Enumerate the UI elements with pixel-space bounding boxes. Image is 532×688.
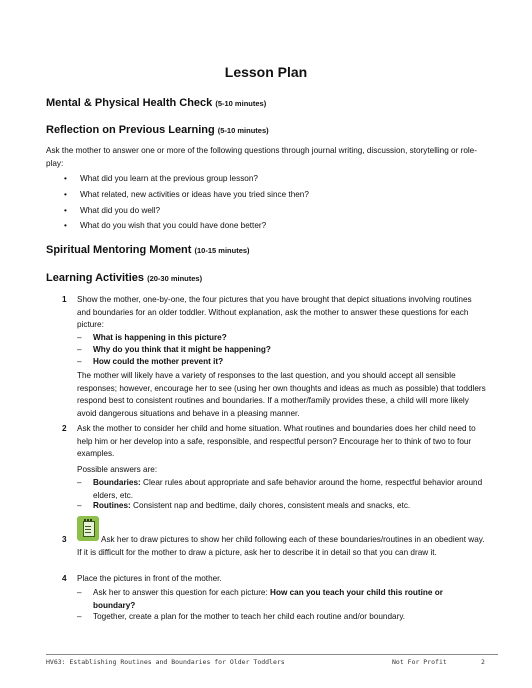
heading-reflection: [46, 124, 269, 136]
heading-duration: (20-30 minutes): [147, 274, 203, 283]
heading-activities: [46, 272, 202, 284]
heading-text: Spiritual Mentoring Moment: [46, 244, 192, 256]
document-page: Lesson Plan Mental & Physical Health Check (5-10 minutes) Reflection on Previous Learning (5-10 minutes) Ask the mother to answer one or more of the following questions through journal writing, discussion, storytelling or role-play: • What did you learn at the previous group lesson? • What related, new activities or ideas have you tried since then? • What did you do well? • What do you wish that you could have done better? Spiritual Mentoring Moment (10-15 minutes) Learning Activities (20-30 minutes) 1 Show the mother, one-by-one, the four pictures that you have brought that depict situations involving routines and boundaries for an older toddler. Without explanation, ask the mother to answer these questions for each picture: – What is happening in this picture? – Why do you think that it might be happening? – How could the mother prevent it? The mother will likely have a variety of responses to the last question, and you should accept all sensible responses; however, encourage her to see (using her own thoughts and ideas as much as possible) that toddlers respond best to consistent routines and boundaries. If a mother/family provides these, a child will more likely avoid dangerous situations and behave in a pleasing manner. 2 Ask the mother to consider her child and home situation. What routines and boundaries does her child need to help him or her develop into a safe, responsible, and respectful person? Encourage her to think of two to four examples. Possible answers are: – Boundaries: Clear rules about appropriate and safe behavior around the home, respectful behavior around elders, etc. – Routines: Consistent nap and bedtime, daily chores, consistent meals and snacks, etc. 3 Ask her to draw pictures to show her child following each of these boundaries/routines in an obedient way. If it is difficult for the mother to draw a picture, ask her to describe it in detail so that you can draw it. 4 Place the pictures in front of the mother. – Ask her to answer this question for each picture: How can you teach your child this routine or boundary? – Together, create a plan for the mother to teach her child each routine and/or boundary. HV63: Establishing Routines and Boundaries for Older Toddlers Not For Profit 2: [0, 0, 532, 688]
item-2-text: Ask the mother to consider her child and home situation. What routines and boundaries does her child need to help him or her develop into a safe, responsible, and respectful person? Encourage her to think of two to four examples.: [77, 424, 476, 458]
reflection-intro: Ask the mother to answer one or more of the following questions through journal writing, discussion, storytelling or role-play:: [46, 146, 477, 168]
heading-duration: (10-15 minutes): [194, 246, 250, 255]
dash-icon: –: [77, 333, 82, 342]
dash-icon: –: [77, 357, 82, 366]
dash-icon: –: [77, 345, 82, 354]
item-number: 2: [62, 424, 67, 433]
page-title: Lesson Plan: [224, 64, 308, 80]
heading-spiritual: [46, 244, 250, 256]
item-number: 3: [62, 535, 67, 544]
dash-icon: –: [77, 588, 82, 597]
page-number: 2: [481, 658, 485, 666]
bullet-icon: •: [64, 206, 67, 215]
dash-icon: –: [77, 478, 82, 487]
heading-duration: (5-10 minutes): [217, 126, 269, 135]
item-1-text: Show the mother, one-by-one, the four pictures that you have brought that depict situations involving routines and boundaries for an older toddler. Without explanation, ask the mother to answer these questions for each picture:: [77, 295, 472, 329]
item-number: 1: [62, 295, 67, 304]
heading-health-check: [46, 97, 266, 109]
heading-text: Reflection on Previous Learning: [46, 124, 215, 136]
footer-license: Not For Profit: [392, 658, 447, 666]
bullet-icon: •: [64, 190, 67, 199]
item-number: 4: [62, 574, 67, 583]
heading-text: Mental & Physical Health Check: [46, 97, 213, 109]
heading-duration: (5-10 minutes): [215, 99, 267, 108]
possible-answers-label: Possible answers are:: [77, 465, 158, 474]
item-1-after: The mother will likely have a variety of responses to the last question, and you should accept all sensible responses; however, encourage her to see (using her own thoughts and ideas as much as possible) that toddlers respond best to consistent routines and boundaries. If a mother/family provides these, a child will more likely avoid dangerous situations and behave in a pleasing manner.: [77, 371, 486, 418]
item-3-text: Ask her to draw pictures to show her child following each of these boundaries/routines in an obedient way. If it is difficult for the mother to draw a picture, ask her to describe it in detail so that you can draw it.: [77, 535, 485, 557]
dash-icon: –: [77, 501, 82, 510]
heading-text: Learning Activities: [46, 272, 145, 284]
footer-divider: [46, 654, 498, 655]
bullet-icon: •: [64, 174, 67, 183]
dash-icon: –: [77, 612, 82, 621]
bullet-icon: •: [64, 221, 67, 230]
item-4-text: Place the pictures in front of the mother.: [77, 574, 222, 583]
footer-title: HV63: Establishing Routines and Boundaries for Older Toddlers: [46, 658, 285, 666]
